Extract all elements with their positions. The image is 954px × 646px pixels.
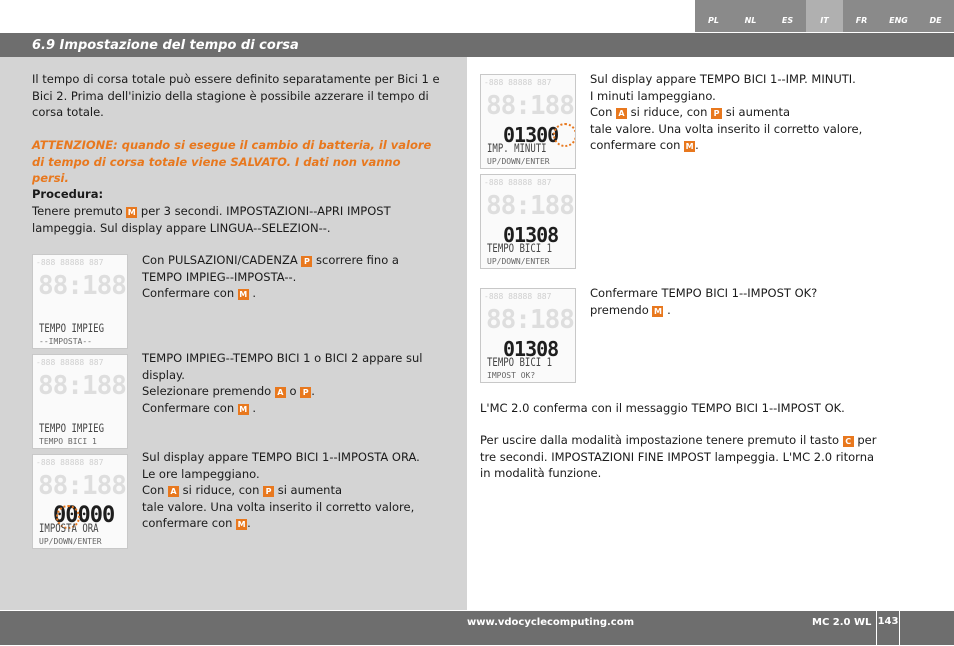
a-key-icon: A [168, 486, 179, 497]
language-tabs [695, 0, 954, 32]
p-key-icon: P [263, 486, 274, 497]
footer [0, 610, 954, 645]
lcd-ghost-digits: 88:188 [38, 271, 126, 301]
step1-c: Confermare con [142, 286, 235, 300]
step2-b: Selezionare premendo [142, 384, 272, 398]
lcd-line1: TEMPO IMPIEG [39, 423, 105, 436]
p-key-icon: P [300, 387, 311, 398]
a-key-icon: A [616, 108, 627, 119]
procedure-label: Procedura: [32, 187, 104, 201]
footer-url[interactable]: www.vdocyclecomputing.com [467, 617, 635, 628]
procedure-text-b: per 3 secondi. IMPOSTAZIONI--APRI IMPOST lampeggia. Sul display appare LINGUA--SELEZION--. [32, 204, 391, 235]
lcd-display-2 [32, 354, 128, 449]
lang-tab-it[interactable]: IT [806, 0, 843, 32]
exit-b: per tre secondi. IMPOSTAZIONI FINE IMPOST lampeggia. L'MC 2.0 ritorna in modalità funzione. [480, 433, 877, 480]
lang-tab-nl[interactable]: NL [732, 0, 769, 32]
m-key-icon: M [237, 520, 246, 529]
top-bar [0, 0, 954, 32]
step3-b: Le ore lampeggiano. [142, 466, 260, 481]
lcd-line1: IMP. MINUTI [487, 143, 547, 156]
lcd-ghost-digits: 88:188 [38, 371, 126, 401]
lang-tab-es[interactable]: ES [769, 0, 806, 32]
step2-o: o [289, 384, 297, 398]
step4-c: Con [590, 105, 613, 119]
lcd-line1: TEMPO BICI 1 [487, 357, 553, 370]
step4-f: tale valore. Una volta inserito il corretto valore, confermare con [590, 121, 863, 152]
exit-a: Per uscire dalla modalità impostazione tenere premuto il tasto [480, 433, 840, 447]
lcd-ghost-segments: -888 88888 887 [36, 458, 104, 467]
a-key-icon: A [275, 387, 286, 398]
lang-tab-eng[interactable]: ENG [880, 0, 917, 32]
lcd-digits: 01300 [503, 123, 559, 147]
p-key-icon: P [301, 256, 312, 267]
lcd-line2: UP/DOWN/ENTER [487, 157, 550, 166]
footer-model: MC 2.0 WL [812, 617, 872, 628]
confirm-text: L'MC 2.0 conferma con il messaggio TEMPO BICI 1--IMPOST OK. [480, 401, 845, 415]
step2-text: TEMPO IMPIEG--TEMPO BICI 1 o BICI 2 appare sul display. Selezionare premendo A o P . Confermare con M . [142, 351, 423, 415]
section-title: 6.9 Impostazione del tempo di corsa [32, 38, 299, 53]
lcd-display-3 [32, 454, 128, 549]
lcd-line1: TEMPO IMPIEG [39, 323, 105, 336]
step3-e: si aumenta [277, 483, 343, 497]
lcd-display-1 [32, 254, 128, 349]
lcd-ghost-digits: 88:188 [486, 305, 574, 335]
lcd-display-5 [480, 174, 576, 269]
step3-c: Con [142, 483, 165, 497]
lcd-display-4 [480, 74, 576, 169]
lang-tab-pl[interactable]: PL [695, 0, 732, 32]
lcd-ghost-segments: -888 88888 887 [36, 358, 104, 367]
step3-a: Sul display appare TEMPO BICI 1--IMPOSTA ORA. [142, 450, 420, 464]
step2-a: TEMPO IMPIEG--TEMPO BICI 1 o BICI 2 appare sul display. [142, 351, 423, 382]
step2-c: Confermare con [142, 400, 235, 415]
warning-paragraph: ATTENZIONE: quando si esegue il cambio di batteria, il valore di tempo di corsa totale viene SALVATO. I dati non vanno persi. [32, 138, 432, 185]
lcd-ghost-segments: -888 88888 887 [484, 178, 552, 187]
step4-e: si aumenta [725, 105, 791, 119]
lcd-ghost-segments: -888 88888 887 [484, 292, 552, 301]
step4-d: si riduce, con [630, 105, 708, 119]
c-key-icon: C [843, 436, 854, 447]
lcd-display-6 [480, 288, 576, 383]
procedure-text-a: Tenere premuto [32, 204, 123, 218]
page-number: 143 [876, 611, 900, 646]
lcd-line2: IMPOST OK? [487, 371, 536, 380]
m-key-icon: M [127, 208, 136, 217]
section-header [0, 32, 954, 57]
lcd-line1: IMPOSTA ORA [39, 523, 99, 536]
lcd-ghost-segments: -888 88888 887 [484, 78, 552, 87]
lcd-line2: UP/DOWN/ENTER [487, 257, 550, 266]
lcd-line2: UP/DOWN/ENTER [39, 537, 102, 546]
lcd-ghost-digits: 88:188 [486, 191, 574, 221]
step5-text: Confermare TEMPO BICI 1--IMPOST OK? premendo M . [590, 286, 818, 317]
lcd-digits: 01308 [503, 223, 559, 247]
m-key-icon: M [685, 142, 694, 151]
exit-text [480, 432, 880, 482]
step4-text: Sul display appare TEMPO BICI 1--IMP. MINUTI. I minuti lampeggiano. Con A si riduce, con P si aumenta tale valore. Una volta inserito il corretto valore, confermare con M . [590, 72, 863, 152]
step3-text: Sul display appare TEMPO BICI 1--IMPOSTA ORA. Le ore lampeggiano. Con A si riduce, con P si aumenta tale valore. Una volta inserito il corretto valore, confermare con M . [142, 450, 420, 530]
step4-a: Sul display appare TEMPO BICI 1--IMP. MINUTI. [590, 72, 856, 86]
procedure-text [32, 203, 432, 236]
step1-a: Con PULSAZIONI/CADENZA [142, 253, 298, 267]
lcd-digits: 00000 [53, 503, 115, 528]
step1-b: scorrere fino a TEMPO IMPIEG--IMPOSTA--. [142, 253, 399, 284]
m-key-icon: M [239, 290, 248, 299]
p-key-icon: P [711, 108, 722, 119]
lcd-line2: TEMPO BICI 1 [39, 437, 97, 446]
step5-b: premendo [590, 302, 649, 317]
step4-b: I minuti lampeggiano. [590, 88, 716, 103]
m-key-icon: M [239, 404, 248, 414]
blink-indicator-icon [553, 123, 576, 147]
intro-paragraph: Il tempo di corsa totale può essere definito separatamente per Bici 1 e Bici 2. Prima dell'inizio della stagione è possibile azzerare il tempo di corsa totale. [32, 72, 440, 119]
step1-text: Con PULSAZIONI/CADENZA P scorrere fino a TEMPO IMPIEG--IMPOSTA--. Confermare con M . [142, 253, 399, 300]
lcd-line2: --IMPOSTA-- [39, 337, 92, 346]
lcd-ghost-segments: -888 88888 887 [36, 258, 104, 267]
step3-f: tale valore. Una volta inserito il corretto valore, confermare con [142, 499, 415, 530]
m-key-icon: M [653, 306, 662, 316]
lcd-digits: 01308 [503, 337, 559, 361]
lcd-ghost-digits: 88:188 [486, 91, 574, 121]
step5-a: Confermare TEMPO BICI 1--IMPOST OK? [590, 286, 818, 300]
lcd-ghost-digits: 88:188 [38, 471, 126, 501]
lang-tab-fr[interactable]: FR [843, 0, 880, 32]
step3-d: si riduce, con [182, 483, 260, 497]
lcd-line1: TEMPO BICI 1 [487, 243, 553, 256]
lang-tab-de[interactable]: DE [917, 0, 954, 32]
